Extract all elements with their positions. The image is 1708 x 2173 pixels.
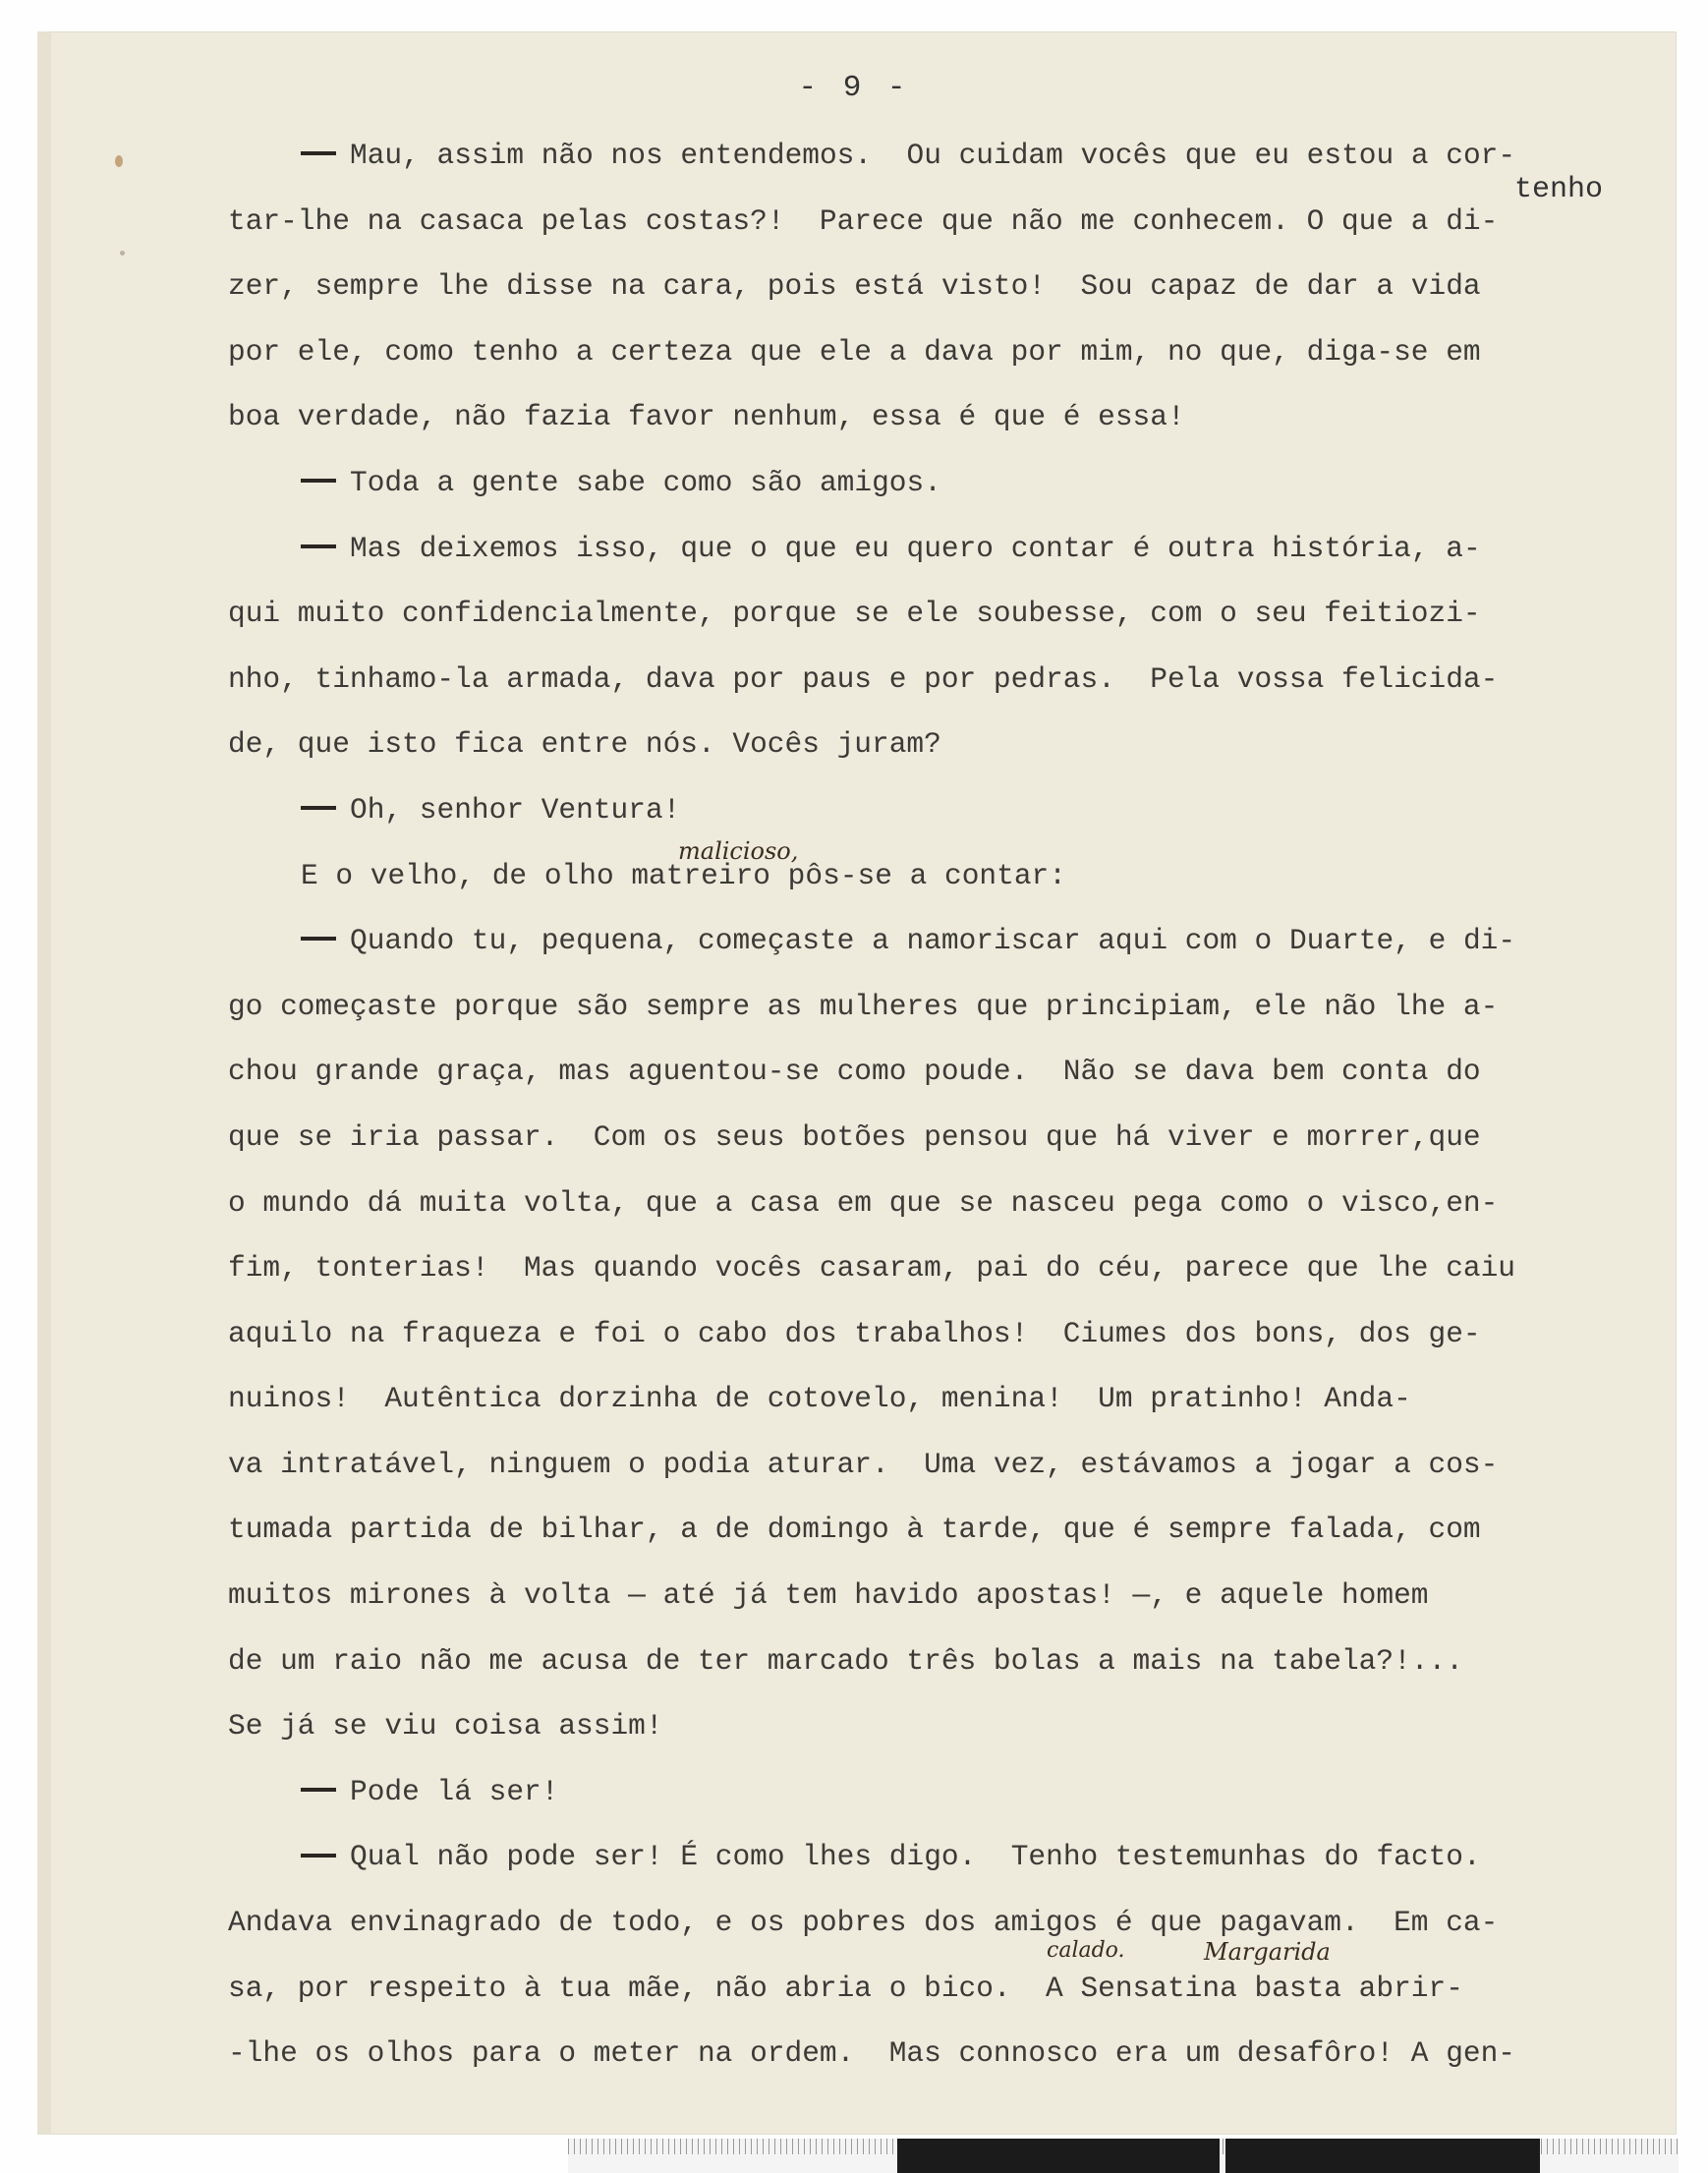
handwritten-annotation-tenho: tenho (1514, 173, 1604, 206)
typescript-line-text: fim, tonterias! Mas quando vocês casaram, pai do céu, parece que lhe caiu (228, 1251, 1516, 1286)
typescript-line (301, 463, 1682, 529)
typescript-line (228, 1903, 1682, 1969)
typescript-line-text: Mau, assim não nos entendemos. Ou cuidam vocês que eu estou a cor- (350, 139, 1516, 172)
typescript-line-text: nho, tinhamo-la armada, dava por paus e por pedras. Pela vossa felicida- (228, 661, 1499, 696)
scan-ruler-black-block (897, 2139, 1220, 2173)
typescript-line-text: qui muito confidencialmente, porque se ele soubesse, com o seu feitiozi- (228, 597, 1481, 631)
ink-speck (120, 251, 125, 256)
dialogue-dash (301, 806, 336, 810)
typescript-line (301, 856, 1682, 922)
typescript-line (228, 1117, 1682, 1183)
typescript-line-text: va intratável, ninguem o podia aturar. Uma vez, estávamos a jogar a cos- (228, 1447, 1499, 1481)
typescript-line (228, 1641, 1682, 1707)
typescript-line (301, 1837, 1682, 1903)
typescript-line-text: o mundo dá muita volta, que a casa em que se nasceu pega como o visco,en- (228, 1185, 1499, 1220)
typescript-line (228, 1314, 1682, 1380)
typescript-line-text: Qual não pode ser! É como lhes digo. Tenho testemunhas do facto. (350, 1840, 1481, 1874)
typescript-line (228, 332, 1682, 398)
typescript-line (301, 136, 1682, 201)
typescript-line-text: Pode lá ser! (350, 1774, 559, 1808)
typescript-line-text: aquilo na fraqueza e foi o cabo dos trabalhos! Ciumes dos bons, dos ge- (228, 1316, 1481, 1350)
typescript-line (301, 1772, 1682, 1838)
dialogue-dash (301, 151, 336, 155)
typescript-line (228, 1510, 1682, 1575)
typescript-line (228, 1379, 1682, 1445)
typescript-line-text: de um raio não me acusa de ter marcado três bolas a mais na tabela?!... (228, 1643, 1463, 1678)
typescript-line (228, 1052, 1682, 1117)
typescript-line (228, 266, 1682, 332)
dialogue-dash (301, 1854, 336, 1858)
typescript-line-text: Mas deixemos isso, que o que eu quero contar é outra história, a- (350, 531, 1481, 565)
typescript-line-text: E o velho, de olho matreiro pôs-se a contar: (301, 858, 1066, 892)
typescript-line-text: tumada partida de bilhar, a de domingo à tarde, que é sempre falada, com (228, 1513, 1481, 1547)
typescript-line-text: go começaste porque são sempre as mulheres que principiam, ele não lhe a- (228, 989, 1499, 1023)
typescript-line (301, 790, 1682, 856)
sheet-edge (37, 31, 51, 2135)
typescript-line (228, 201, 1682, 267)
dialogue-dash (301, 479, 336, 483)
typescript-line-text: por ele, como tenho a certeza que ele a dava por mim, no que, diga-se em (228, 334, 1481, 369)
typescript-line-text: nuinos! Autêntica dorzinha de cotovelo, menina! Um pratinho! Anda- (228, 1382, 1411, 1416)
handwritten-annotation-margarida: Margarida (1204, 1938, 1331, 1966)
typescript-line (228, 987, 1682, 1053)
scan-ruler-black-block (1225, 2139, 1540, 2173)
typescript-line (228, 1248, 1682, 1314)
dialogue-dash (301, 937, 336, 941)
typescript-line-text: que se iria passar. Com os seus botões pensou que há viver e morrer,que (228, 1119, 1481, 1154)
typescript-line (228, 1706, 1682, 1772)
typescript-line-text: zer, sempre lhe disse na cara, pois está visto! Sou capaz de dar a vida (228, 269, 1481, 304)
typescript-line (301, 529, 1682, 595)
handwritten-annotation-calado: calado. (1047, 1938, 1125, 1963)
typescript-line-text: Se já se viu coisa assim! (228, 1709, 663, 1744)
typescript-body (228, 136, 1682, 2099)
typescript-line (228, 2033, 1682, 2099)
typescript-line-text: tar-lhe na casaca pelas costas?! Parece que não me conhecem. O que a di- (228, 203, 1499, 238)
typescript-line-text: de, que isto fica entre nós. Vocês juram? (228, 727, 941, 762)
typescript-line (228, 1575, 1682, 1641)
dialogue-dash (301, 1788, 336, 1792)
typescript-line-text: Oh, senhor Ventura! (350, 792, 681, 827)
ink-speck (115, 155, 123, 167)
typescript-line (228, 397, 1682, 463)
typescript-line-text: -lhe os olhos para o meter na ordem. Mas connosco era um desafôro! A gen- (228, 2036, 1516, 2071)
typescript-line-text: Andava envinagrado de todo, e os pobres dos amigos é que pagavam. Em ca- (228, 1906, 1499, 1940)
dialogue-dash (301, 544, 336, 548)
handwritten-annotation-malicioso: malicioso, (678, 837, 799, 865)
typescript-line-text: muitos mirones à volta — até já tem havido apostas! —, e aquele homem (228, 1578, 1429, 1613)
typescript-line (228, 1445, 1682, 1511)
typescript-line (228, 724, 1682, 790)
page-number: - 9 - (798, 71, 910, 105)
typescript-line-text: boa verdade, não fazia favor nenhum, essa é que é essa! (228, 400, 1185, 434)
typescript-line-text: Quando tu, pequena, começaste a namoriscar aqui com o Duarte, e di- (350, 924, 1516, 958)
typescript-line (301, 921, 1682, 987)
typescript-line (228, 659, 1682, 725)
typescript-line-text: Toda a gente sabe como são amigos. (350, 465, 941, 499)
typescript-line-text: sa, por respeito à tua mãe, não abria o bico. A Sensatina basta abrir- (228, 1971, 1463, 2005)
typescript-line (228, 594, 1682, 659)
typescript-line-text: chou grande graça, mas aguentou-se como poude. Não se dava bem conta do (228, 1055, 1481, 1089)
typescript-line (228, 1183, 1682, 1249)
typescript-line (228, 1969, 1682, 2034)
